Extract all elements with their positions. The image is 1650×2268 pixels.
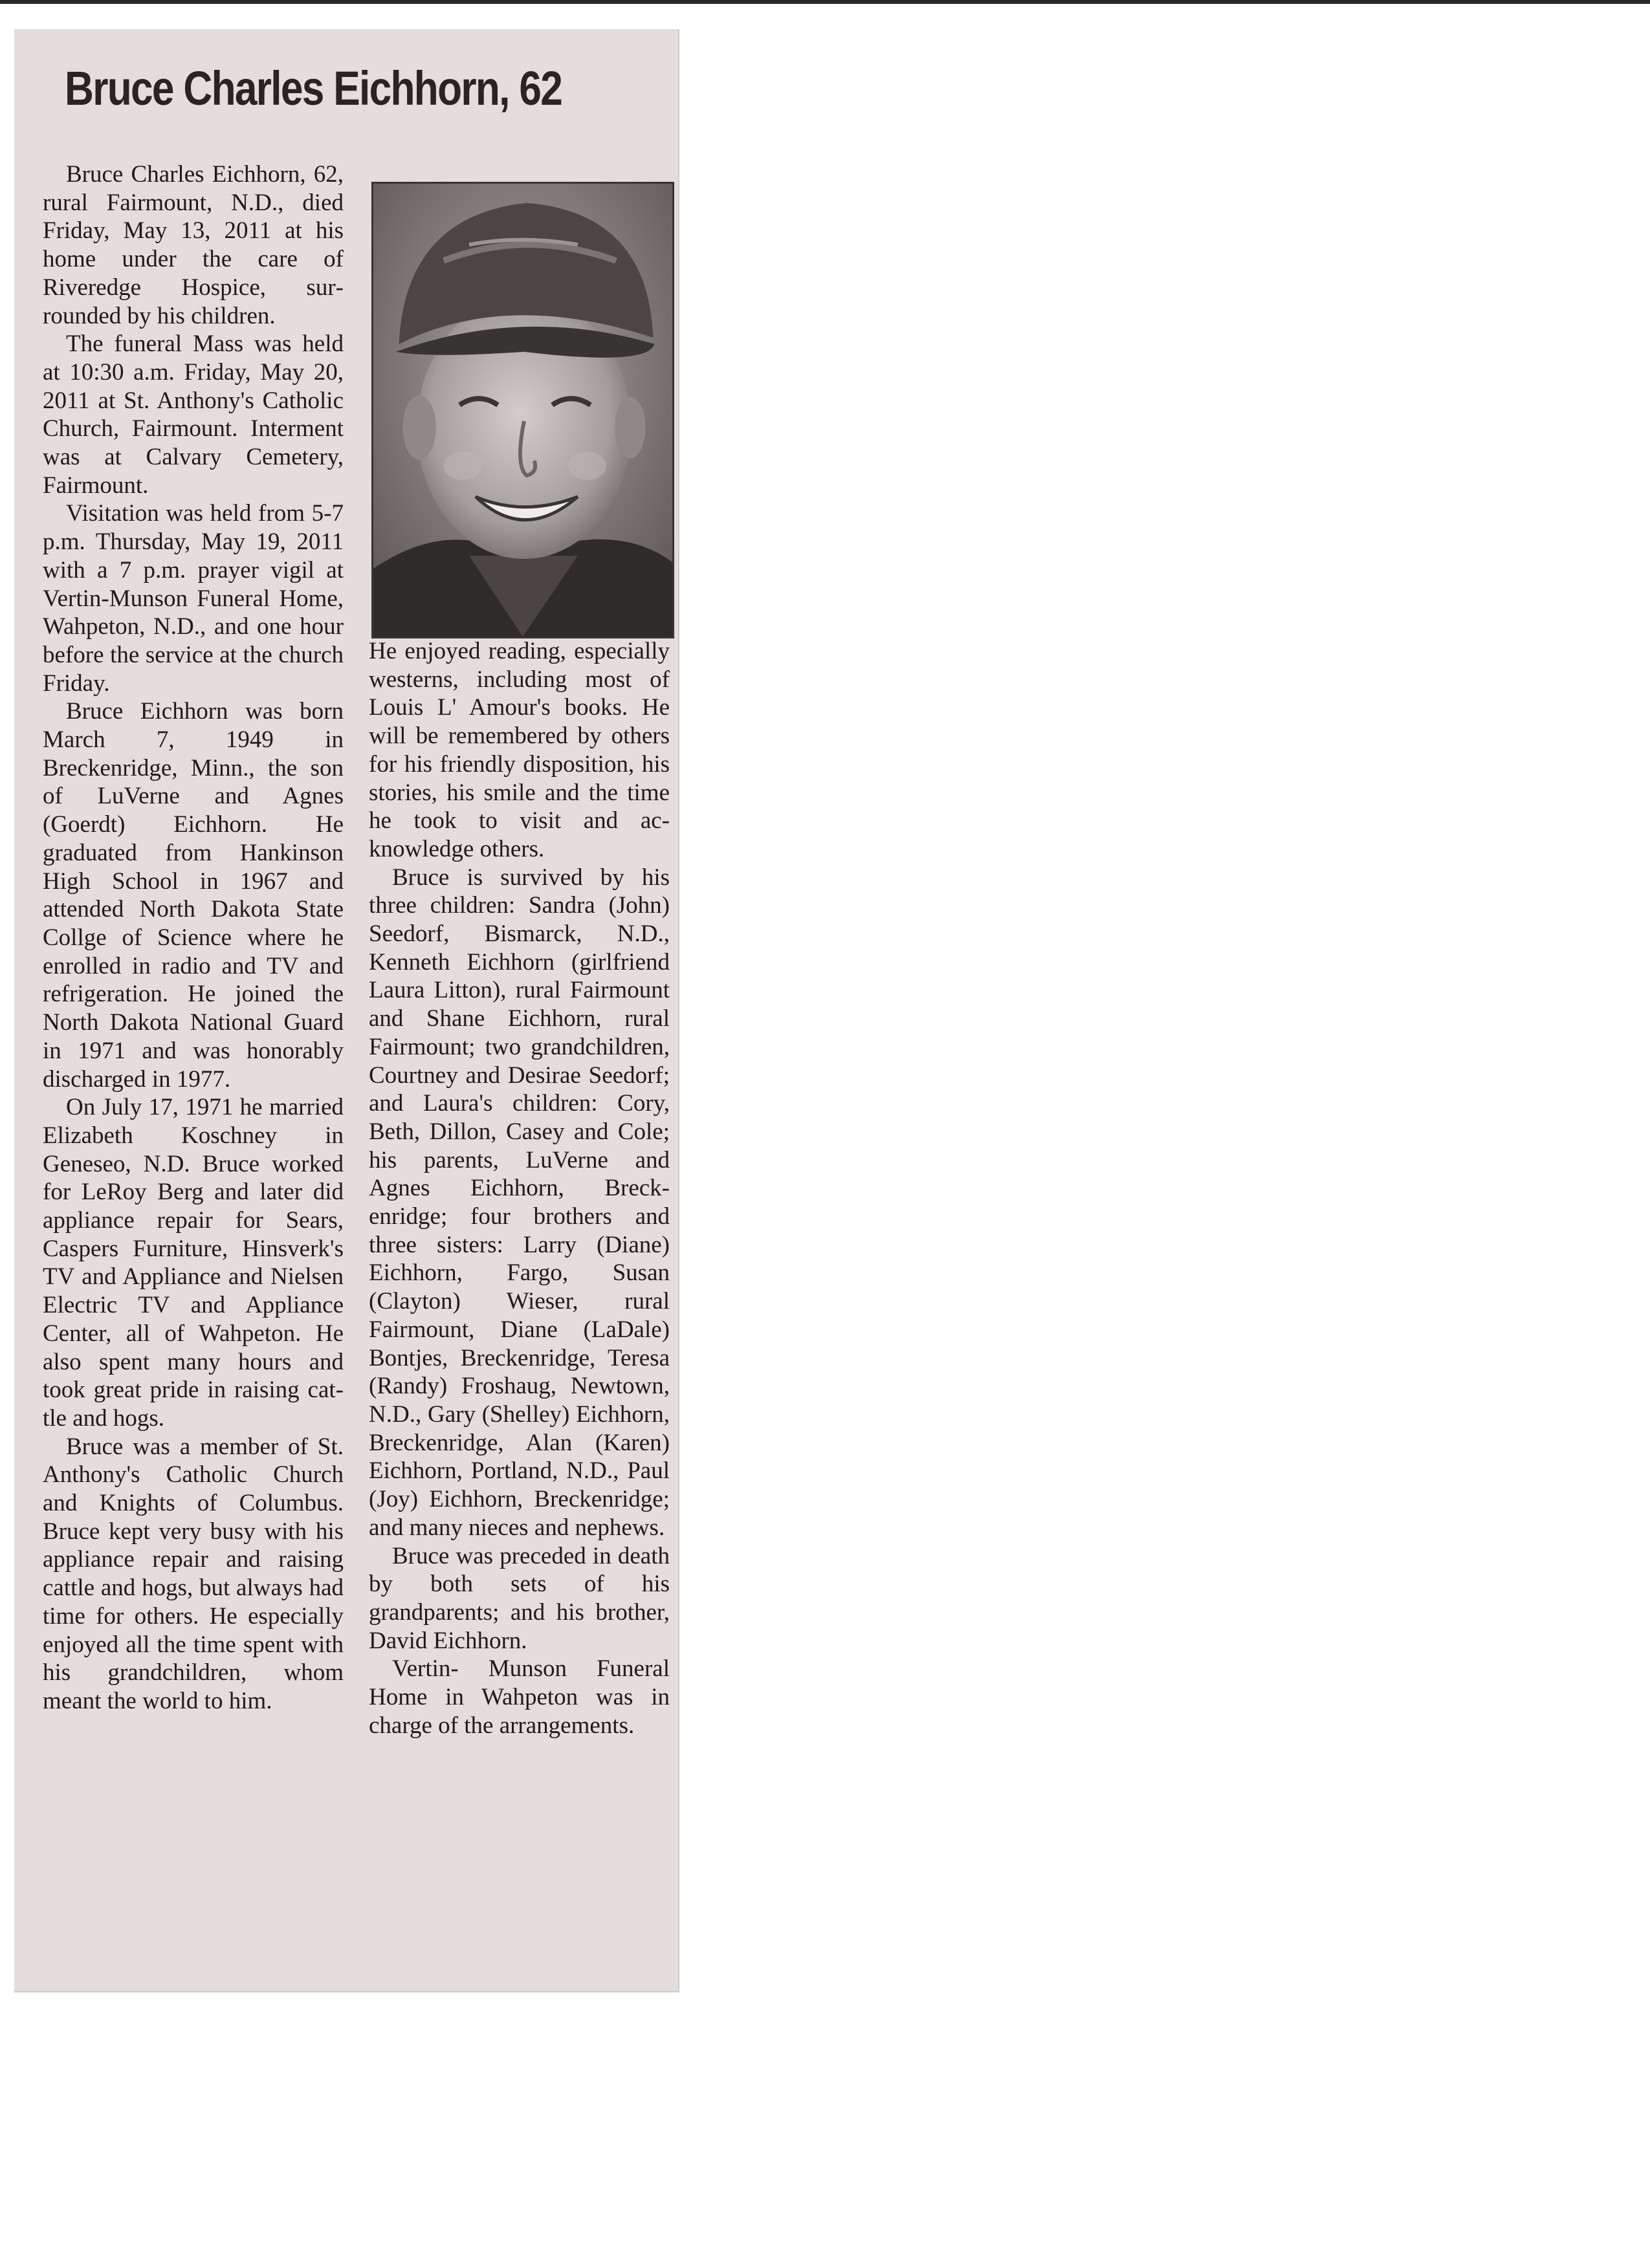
paragraph-funeral-mass: The funeral Mass was held at 10:30 a.m. Friday, May 20, 2011 at St. Anthony's Catholic Church, Fairmount. Interment was at Calvary Cemetery, Fairmount. [43, 331, 344, 499]
scan-top-edge [0, 0, 1650, 4]
paragraph-visitation: Visitation was held from 5-7 p.m. Thursday, May 19, 2011 with a 7 p.m. prayer vigil at Vertin-Munson Funeral Home, Wahpeton, N.D., and one hour before the service at the church Friday. [43, 500, 344, 697]
newspaper-clipping [14, 29, 679, 1992]
paragraph-membership: Bruce was a member of St. Anthony's Catholic Church and Knights of Columbus. Bruce kept very busy with his appliance repair and raising cattle and hogs, but always had time for others. He especially enjoyed all the time spent with his grandchildren, whom meant the world to him. [43, 1433, 344, 1714]
obituary-headline: Bruce Charles Eichhorn, 62 [65, 61, 562, 115]
paragraph-early-life: Bruce Eichhorn was born March 7, 1949 in Breckenridge, Minn., the son of LuVerne and Agnes (Goerdt) Eichhorn. He graduated from Hankinson High School in 1967 and attended North Dakota State Collge of Science where he enrolled in radio and TV and refrigeration. He joined the North Dakota National Guard in 1971 and was honorably discharged in 1977. [43, 698, 344, 1093]
portrait-photo-drawing [373, 184, 672, 637]
paragraph-preceded: Bruce was preceded in death by both sets of his grandparents; and his brother, David Eichhorn. [369, 1542, 670, 1654]
right-column [369, 637, 670, 1739]
left-column [43, 160, 344, 1716]
portrait-photo-icon [371, 182, 674, 638]
paragraph-death-notice: Bruce Charles Eichhorn, 62, rural Fairmount, N.D., died Friday, May 13, 2011 at his home under the care of Riveredge Hospice, surrounded by his children. [43, 161, 344, 329]
paragraph-interests: He enjoyed reading, especially westerns, including most of Louis L' Amour's books. He will be remembered by others for his friendly disposition, his stories, his smile and the time he took to visit and acknowledge others. [369, 638, 670, 862]
paragraph-marriage-career: On July 17, 1971 he married Elizabeth Koschney in Geneseo, N.D. Bruce worked for LeRoy Berg and later did appliance repair for Sears, Caspers Furniture, Hinsverk's TV and Appliance and Nielsen Electric TV and Appliance Center, all of Wahpeton. He also spent many hours and took great pride in raising cattle and hogs. [43, 1094, 344, 1432]
paragraph-arrangements: Vertin- Munson Funeral Home in Wahpeton was in charge of the arrangements. [369, 1655, 670, 1739]
paragraph-survivors: Bruce is survived by his three children: Sandra (John) Seedorf, Bismarck, N.D., Kenneth Eichhorn (girlfriend Laura Litton), rural Fairmount and Shane Eichhorn, rural Fairmount; two grandchildren, Courtney and Desirae Seedorf; and Laura's children: Cory, Beth, Dillon, Casey and Cole; his parents, LuVerne and Agnes Eichhorn, Breckenridge; four brothers and three sisters: Larry (Diane) Eichhorn, Fargo, Susan (Clayton) Wieser, rural Fairmount, Diane (LaDale) Bontjes, Breckenridge, Teresa (Randy) Froshaug, Newtown, N.D., Gary (Shelley) Eichhorn, Breckenridge, Alan (Karen) Eichhorn, Portland, N.D., Paul (Joy) Eichhorn, Breckenridge; and many nieces and nephews. [369, 864, 670, 1541]
